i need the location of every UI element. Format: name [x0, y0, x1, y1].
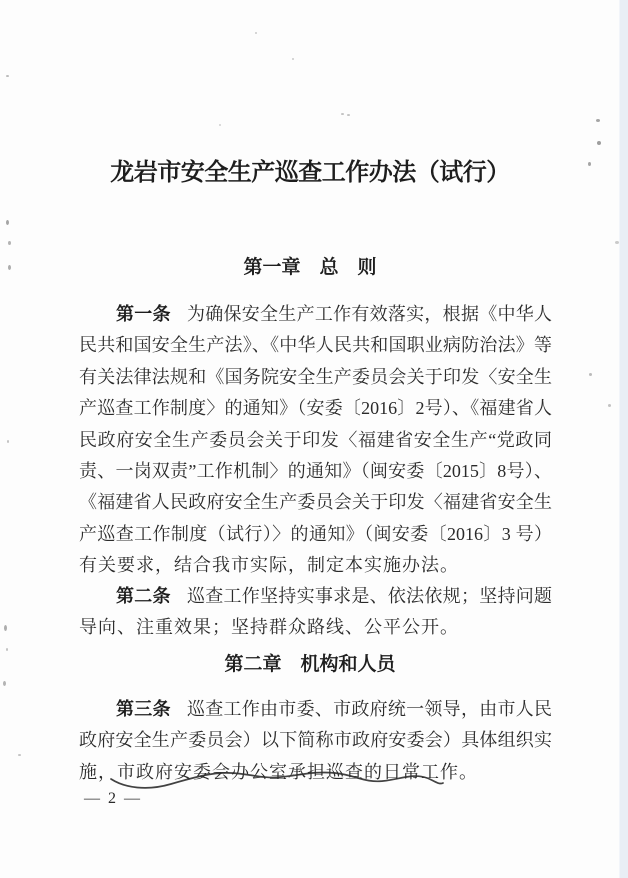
article-1 — [79, 299, 552, 582]
text-line: 民共和国安全生产法》、《中华人民共和国职业病防治法》等 — [79, 335, 552, 356]
article-3-label: 第三条 — [116, 699, 171, 719]
scan-speck — [6, 220, 9, 225]
wavy-underline-annotation — [103, 766, 448, 794]
article-2-first-line-text: 巡查工作坚持实事求是、依法依规；坚持问题 — [186, 586, 552, 606]
text-line: 民政府安全生产委员会关于印发〈福建省安全生产“党政同 — [79, 429, 552, 450]
article-2-label: 第二条 — [116, 586, 171, 606]
text-line: 政府安全生产委员会）以下简称市政府安委会）具体组织实 — [79, 730, 552, 751]
scan-speck — [588, 162, 591, 166]
chapter-2-heading: 第二章 机构和人员 — [224, 654, 396, 675]
text-line: 产巡查工作制度〉的通知》（安委〔2016〕2号）、《福建省人 — [79, 398, 552, 419]
scan-speck — [3, 681, 6, 686]
text-line — [79, 299, 552, 330]
scan-speck — [292, 58, 294, 60]
scan-speck — [589, 373, 592, 376]
article-1-label: 第一条 — [116, 304, 171, 324]
scan-speck — [8, 265, 11, 270]
text-line: 有关要求，结合我市实际，制定本实施办法。 — [79, 555, 459, 576]
article-2 — [79, 581, 552, 644]
article-3-first-line-text: 巡查工作由市委、市政府统一领导，由市人民 — [186, 699, 552, 719]
scan-edge-band — [619, 0, 628, 878]
scan-speck — [4, 625, 7, 631]
scan-speck — [7, 440, 9, 443]
text-line: 责、一岗双责”工作机制〉的通知》（闽安委〔2015〕8号）、 — [79, 460, 552, 481]
scan-speck — [347, 114, 350, 116]
scan-speck — [608, 404, 611, 407]
text-line: 产巡查工作制度（试行）〉的通知》（闽安委〔2016〕3 号） — [79, 523, 552, 544]
text-line: 《福建省人民政府安全生产委员会关于印发〈福建省安全生 — [79, 492, 552, 513]
document-title: 龙岩市安全生产巡查工作办法（试行） — [110, 159, 510, 186]
scan-speck — [8, 241, 11, 245]
page-number: — 2 — — [84, 790, 142, 807]
text-line: 导向、注重效果；坚持群众路线、公平公开。 — [79, 617, 459, 638]
text-line: 有关法律法规和《国务院安全生产委员会关于印发〈安全生 — [79, 366, 552, 387]
scan-speck — [255, 32, 257, 34]
article-1-first-line-text: 为确保安全生产工作有效落实，根据《中华人 — [186, 304, 552, 324]
chapter-1-heading: 第一章 总 则 — [243, 257, 377, 278]
scan-speck — [596, 119, 600, 122]
text-line: 施，市政府安委会办公室承担巡查的日常工作。 — [79, 761, 478, 782]
scan-speck — [6, 648, 8, 651]
scan-speck — [6, 75, 9, 77]
scan-speck — [219, 124, 221, 126]
text-line — [79, 581, 552, 612]
scan-speck — [341, 113, 344, 115]
scan-speck — [597, 141, 601, 145]
text-line — [79, 694, 552, 725]
scan-speck — [615, 241, 619, 244]
scan-speck — [18, 754, 21, 756]
